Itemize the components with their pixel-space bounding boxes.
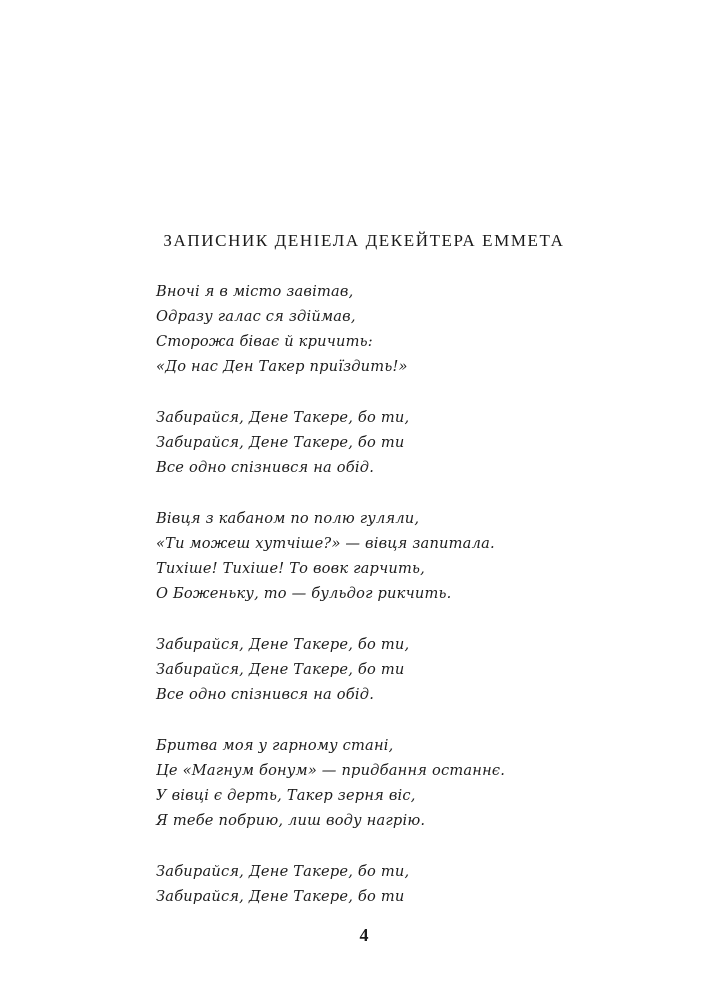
- stanza: [156, 506, 596, 606]
- refrain-stanza: [156, 859, 596, 909]
- refrain-stanza: [156, 405, 596, 480]
- poem-line: Забирайся, Дене Такере, бо ти: [156, 661, 405, 678]
- poem-line: Вночі я в місто завітав,: [156, 283, 354, 300]
- page-number: 4: [359, 925, 369, 945]
- poem-line: Все одно спізнився на обід.: [156, 459, 375, 476]
- poem-line: Тихіше! Тихіше! То вовк гарчить,: [156, 560, 425, 577]
- poem-line: Одразу галас ся здіймав,: [156, 308, 356, 325]
- chapter-heading: ЗАПИСНИК ДЕНІЕЛА ДЕКЕЙТЕРА ЕММЕТА: [163, 231, 565, 250]
- poem-line: У вівці є дерть, Такер зерня віс,: [156, 787, 416, 804]
- poem-line: Забирайся, Дене Такере, бо ти: [156, 888, 405, 905]
- poem-line: Забирайся, Дене Такере, бо ти,: [156, 636, 410, 653]
- poem-line: Забирайся, Дене Такере, бо ти,: [156, 863, 410, 880]
- poem-line: Це «Магнум бонум» — придбання останнє.: [156, 762, 506, 779]
- stanza: [156, 279, 596, 379]
- poem-line: Вівця з кабаном по полю гуляли,: [156, 510, 420, 527]
- poem-line: «До нас Ден Такер приїздить!»: [156, 358, 408, 375]
- poem-line: Сторожа біває й кричить:: [156, 333, 373, 350]
- poem-line: О Боженьку, то — бульдог рикчить.: [156, 585, 452, 602]
- poem: [156, 279, 596, 935]
- poem-line: Бритва моя у гарному стані,: [156, 737, 394, 754]
- stanza: [156, 733, 596, 833]
- refrain-stanza: [156, 632, 596, 707]
- poem-line: Забирайся, Дене Такере, бо ти,: [156, 409, 410, 426]
- poem-line: Я тебе побрию, лиш воду нагрію.: [156, 812, 426, 829]
- poem-line: Все одно спізнився на обід.: [156, 686, 375, 703]
- poem-line: Забирайся, Дене Такере, бо ти: [156, 434, 405, 451]
- poem-line: «Ти можеш хутчіше?» — вівця запитала.: [156, 535, 495, 552]
